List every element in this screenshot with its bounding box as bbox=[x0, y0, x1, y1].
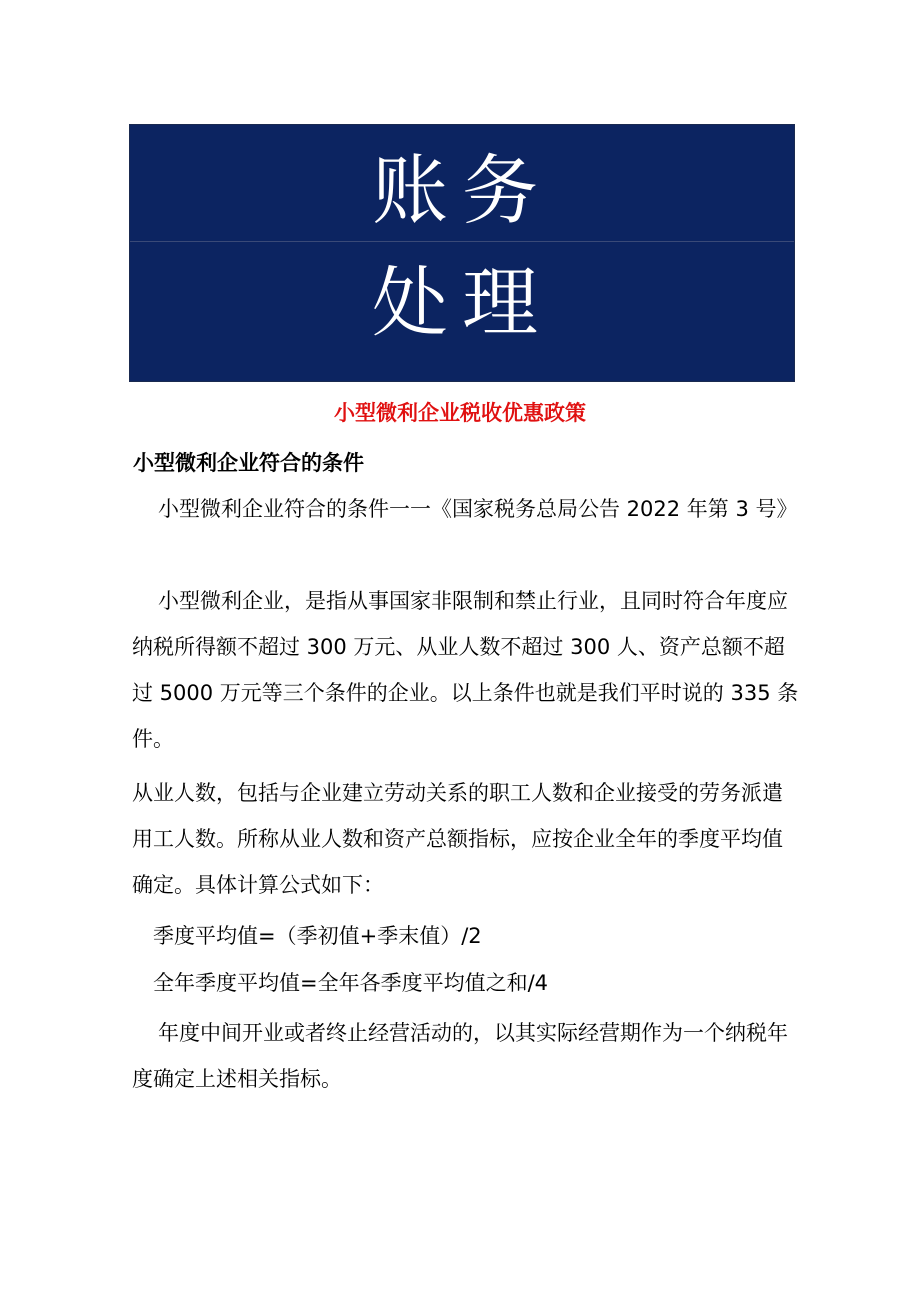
document-title: 小型微利企业税收优惠政策 bbox=[334, 401, 586, 425]
banner bbox=[129, 124, 795, 382]
banner-title-line-2: 处理 bbox=[372, 258, 552, 347]
banner-title-line-1: 账务 bbox=[372, 146, 552, 235]
paragraph-definition: 小型微利企业，是指从事国家非限制和禁止行业，且同时符合年度应纳税所得额不超过 300 万元、从业人数不超过 300 人、资产总额不超过 5000 万元等三个条件的企业。以上条件也就是我们平时说的 335 条件。 bbox=[132, 589, 799, 751]
paragraph-employee-count: 从业人数，包括与企业建立劳动关系的职工人数和企业接受的劳务派遣用工人数。所称从业人数和资产总额指标，应按企业全年的季度平均值确定。具体计算公式如下： bbox=[132, 781, 783, 897]
formula-annual-average: 全年季度平均值=全年各季度平均值之和/4 bbox=[153, 971, 549, 995]
paragraph-announcement: 小型微利企业符合的条件一一《国家税务总局公告 2022 年第 3 号》 bbox=[158, 497, 798, 521]
paragraph-partial-year: 年度中间开业或者终止经营活动的，以其实际经营期作为一个纳税年度确定上述相关指标。 bbox=[132, 1021, 788, 1091]
banner-divider bbox=[130, 241, 794, 242]
section-heading: 小型微利企业符合的条件 bbox=[133, 451, 364, 475]
formula-quarterly-average: 季度平均值=（季初值+季末值）/2 bbox=[153, 924, 482, 948]
